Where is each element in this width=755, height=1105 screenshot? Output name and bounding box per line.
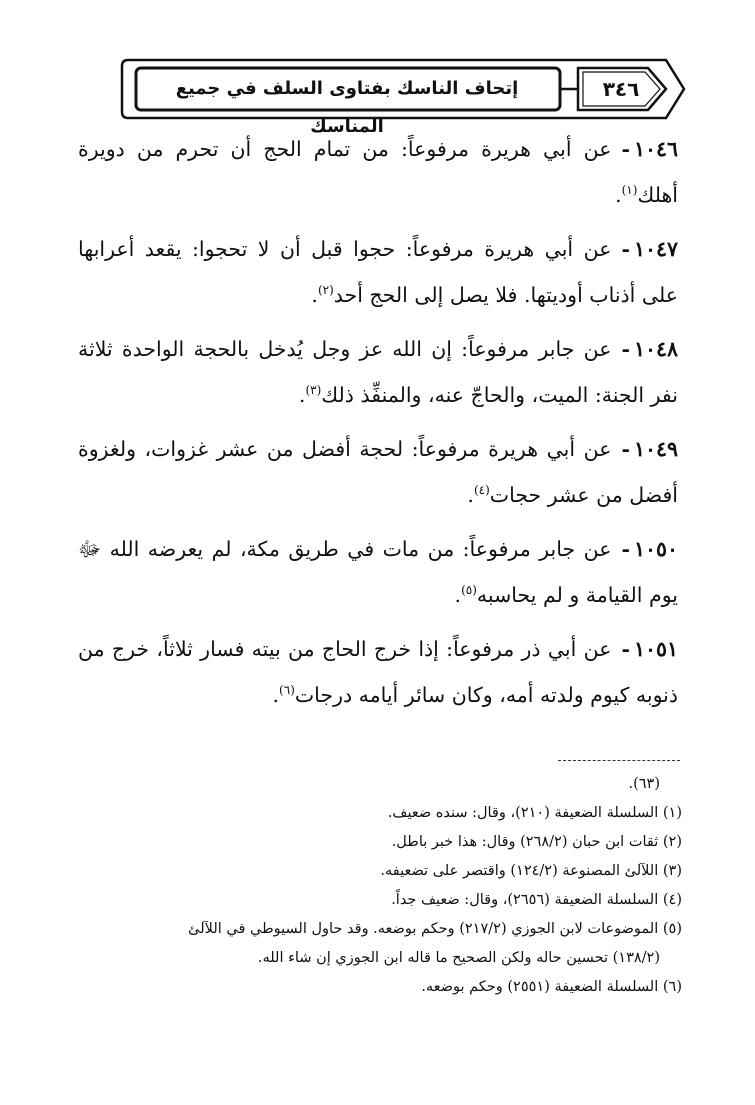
footnote-ref: (٣) (305, 383, 322, 398)
footnote-5: (٥) الموضوعات لابن الجوزي (٢١٧/٢) وحكم بوضعه. وقد حاول السيوطي في اللآلئ (188, 921, 682, 937)
footnote-3: (٣) اللآلئ المصنوعة (١٢٤/٢) واقتصر على تضعيفه. (380, 863, 682, 879)
hadith-text: عن جابر مرفوعاً: إن الله عز وجل يُدخل بالحجة الواحدة ثلاثة نفر الجنة: الميت، والحاجّ عنه، والمنفِّذ ذلك (78, 337, 678, 407)
hadith-number: ١٠٤٩ (633, 437, 678, 461)
hadith-entry-1049: ١٠٤٩-عن أبي هريرة مرفوعاً: لحجة أفضل من عشر غزوات، ولغزوة أفضل من عشر حجات$^{(٤)}$. (78, 437, 678, 507)
page-header (118, 56, 688, 137)
hadith-entry-1051: ١٠٥١-عن أبي ذر مرفوعاً: إذا خرج الحاج من بيته فسار ثلاثاً، خرج من ذنوبه كيوم ولدته أمه، وكان سائر أيامه درجات$^{(٦)}$. (78, 637, 678, 707)
footnote-separator (558, 760, 680, 761)
footnote-ref: (٦) (279, 683, 295, 698)
footnote-ref: (٢) (317, 283, 334, 298)
hadith-number: ١٠٥٠ (633, 537, 678, 561)
footnote-continuation: (٦٣). (628, 776, 660, 792)
footnote-1: (١) السلسلة الضعيفة (٢١٠)، وقال: سنده ضعيف. (387, 805, 682, 821)
hadith-entry-1050: ١٠٥٠-عن جابر مرفوعاً: من مات في طريق مكة، لم يعرضه الله ﷻ يوم القيامة و لم يحاسبه$^{(٥)}$. (78, 537, 678, 607)
footnote-4: (٤) السلسلة الضعيفة (٢٦٥٦)، وقال: ضعيف جداً. (391, 892, 682, 908)
hadith-list (78, 126, 678, 726)
footnote-2: (٢) ثقات ابن حبان (٢٦٨/٢) وقال: هذا خبر باطل. (391, 834, 682, 850)
book-title: إتحاف الناسك بفتاوى السلف في جميع المناسك (175, 78, 519, 137)
hadith-entry-1047: ١٠٤٧-عن أبي هريرة مرفوعاً: حجوا قبل أن لا تحجوا: يقعد أعرابها على أذناب أوديتها. فلا يصل إلى الحج أحد$^{(٢)}$. (78, 237, 678, 307)
hadith-text: عن أبي هريرة مرفوعاً: لحجة أفضل من عشر غزوات، ولغزوة أفضل من عشر حجات (78, 437, 678, 507)
hadith-number: ١٠٤٧ (633, 237, 678, 261)
hadith-number: ١٠٤٦ (633, 137, 678, 161)
hadith-text: عن أبي هريرة مرفوعاً: من تمام الحج أن تحرم من دويرة أهلك (78, 137, 678, 207)
footnote-ref: (٤) (473, 483, 490, 498)
footnotes (70, 770, 682, 1002)
page-number: ٣٤٦ (602, 77, 640, 101)
footnote-ref: (٥) (461, 583, 477, 598)
footnote-5-continued: (١٣٨/٢) تحسين حاله ولكن الصحيح ما قاله ابن الجوزي إن شاء الله. (257, 950, 660, 966)
hadith-number: ١٠٥١ (633, 637, 678, 661)
hadith-entry-1046: ١٠٤٦-عن أبي هريرة مرفوعاً: من تمام الحج أن تحرم من دويرة أهلك$^{(١)}$. (78, 137, 678, 207)
footnote-6: (٦) السلسلة الضعيفة (٢٥٥١) وحكم بوضعه. (421, 979, 682, 995)
hadith-entry-1048: ١٠٤٨-عن جابر مرفوعاً: إن الله عز وجل يُدخل بالحجة الواحدة ثلاثة نفر الجنة: الميت، والحاجّ عنه، والمنفِّذ ذلك$^{(٣)}$. (78, 337, 678, 407)
hadith-text: عن أبي هريرة مرفوعاً: حجوا قبل أن لا تحجوا: يقعد أعرابها على أذناب أوديتها. فلا يصل إلى الحج أحد (78, 237, 678, 307)
hadith-text: عن جابر مرفوعاً: من مات في طريق مكة، لم يعرضه الله ﷻ يوم القيامة و لم يحاسبه (78, 537, 678, 607)
footnote-ref: (١) (621, 183, 638, 198)
hadith-text: عن أبي ذر مرفوعاً: إذا خرج الحاج من بيته فسار ثلاثاً، خرج من ذنوبه كيوم ولدته أمه، وكان سائر أيامه درجات (78, 637, 678, 707)
hadith-number: ١٠٤٨ (633, 337, 678, 361)
